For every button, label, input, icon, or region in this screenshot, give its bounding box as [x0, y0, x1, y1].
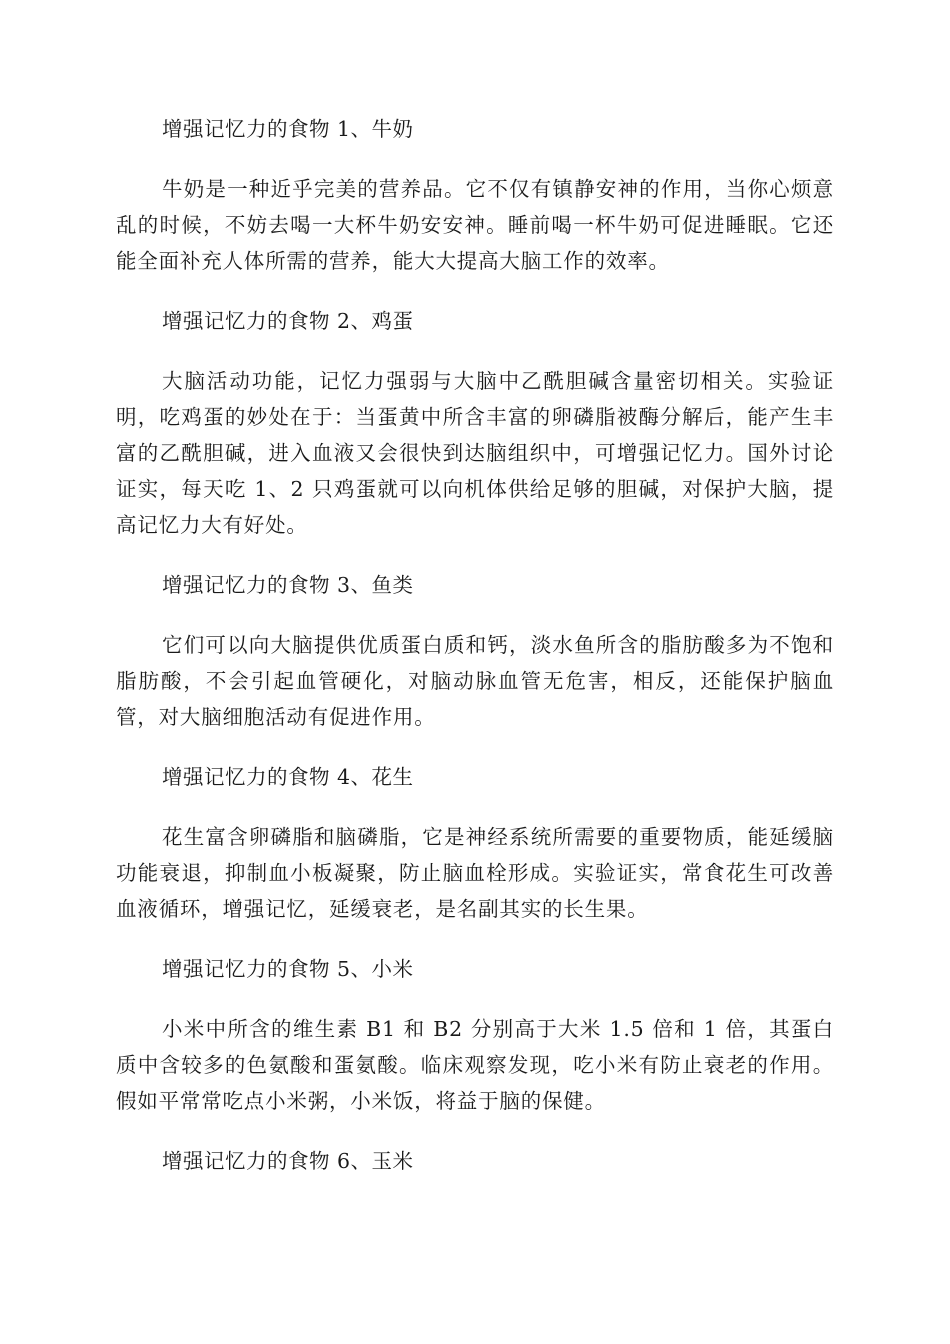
section-body-millet: 小米中所含的维生素 B1 和 B2 分别高于大米 1.5 倍和 1 倍，其蛋白质中含较多的色氨酸和蛋氨酸。临床观察发现，吃小米有防止衰老的作用。假如平常常吃点小米粥，小米饭，将益于脑的保健。 — [116, 1017, 834, 1113]
section-body-peanut: 花生富含卵磷脂和脑磷脂，它是神经系统所需要的重要物质，能延缓脑功能衰退，抑制血小板凝聚，防止脑血栓形成。实验证实，常食花生可改善血液循环，增强记忆，延缓衰老，是名副其实的长生果。 — [116, 825, 834, 921]
section-body-fish: 它们可以向大脑提供优质蛋白质和钙，淡水鱼所含的脂肪酸多为不饱和脂肪酸，不会引起血管硬化，对脑动脉血管无危害，相反，还能保护脑血管，对大脑细胞活动有促进作用。 — [116, 633, 834, 729]
section-heading-millet: 增强记忆力的食物 5、小米 — [162, 957, 414, 981]
section-heading-corn: 增强记忆力的食物 6、玉米 — [162, 1149, 414, 1173]
section-body-milk: 牛奶是一种近乎完美的营养品。它不仅有镇静安神的作用，当你心烦意乱的时候，不妨去喝一大杯牛奶安安神。睡前喝一杯牛奶可促进睡眠。它还能全面补充人体所需的营养，能大大提高大脑工作的效率。 — [116, 177, 834, 273]
section-heading-fish: 增强记忆力的食物 3、鱼类 — [162, 573, 414, 597]
section-body-egg: 大脑活动功能，记忆力强弱与大脑中乙酰胆碱含量密切相关。实验证明，吃鸡蛋的妙处在于：当蛋黄中所含丰富的卵磷脂被酶分解后，能产生丰富的乙酰胆碱，进入血液又会很快到达脑组织中，可增强记忆力。国外讨论证实，每天吃 1、2 只鸡蛋就可以向机体供给足够的胆碱，对保护大脑，提高记忆力大有好处。 — [116, 369, 834, 537]
section-heading-milk: 增强记忆力的食物 1、牛奶 — [162, 117, 414, 141]
document-page — [116, 112, 834, 1203]
section-heading-peanut: 增强记忆力的食物 4、花生 — [162, 765, 414, 789]
section-heading-egg: 增强记忆力的食物 2、鸡蛋 — [162, 309, 414, 333]
